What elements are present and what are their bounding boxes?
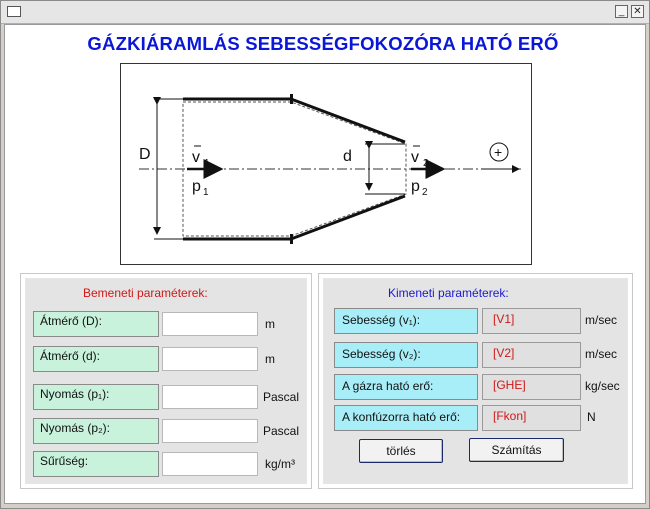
- window-icon[interactable]: [7, 6, 21, 17]
- diameter-D-label: Átmérő (D):: [33, 311, 159, 337]
- input-panel: [20, 273, 312, 489]
- label-v2-sub: 2: [423, 158, 429, 169]
- input-panel-title: Bemeneti paraméterek:: [83, 286, 208, 300]
- confuser-force-value: [Fkon]: [482, 405, 581, 431]
- diameter-D-input[interactable]: [162, 312, 258, 336]
- diameter-d-label: Átmérő (d):: [33, 346, 159, 372]
- title-bar: [1, 1, 649, 24]
- pressure-p2-unit: Pascal: [263, 424, 300, 438]
- label-p1-sub: 1: [203, 187, 209, 198]
- label-p2: p: [411, 178, 420, 195]
- diameter-D-unit: m: [265, 317, 275, 331]
- confuser-diagram: [120, 63, 532, 265]
- gas-force-label: A gázra ható erő:: [334, 374, 478, 400]
- confuser-force-label: A konfúzorra ható erő:: [334, 405, 478, 431]
- label-D: D: [139, 146, 151, 163]
- velocity-v2-unit: m/sec: [585, 347, 618, 361]
- velocity-v1-unit: m/sec: [585, 313, 618, 327]
- density-unit: kg/m³: [265, 457, 295, 471]
- gas-force-unit: kg/sec: [585, 379, 620, 393]
- output-panel-title: Kimeneti paraméterek:: [388, 286, 509, 300]
- label-v2: v: [411, 149, 419, 166]
- minimize-button[interactable]: _: [615, 5, 628, 18]
- density-input[interactable]: [162, 452, 258, 476]
- diagram-drawing: [121, 64, 531, 264]
- pressure-p1-input[interactable]: [162, 385, 258, 409]
- label-p1: p: [192, 178, 201, 195]
- density-label: Sűrűség:: [33, 451, 159, 477]
- calculate-button[interactable]: Számítás: [469, 438, 564, 462]
- close-button[interactable]: ✕: [631, 5, 644, 18]
- label-p2-sub: 2: [422, 187, 428, 198]
- pressure-p2-label: Nyomás (p₂):: [33, 418, 159, 444]
- page-title: GÁZKIÁRAMLÁS SEBESSÉGFOKOZÓRA HATÓ ERŐ: [87, 33, 559, 54]
- output-panel: [318, 273, 633, 489]
- confuser-force-unit: N: [587, 410, 596, 424]
- clear-button[interactable]: törlés: [359, 439, 443, 463]
- label-v1: v: [192, 149, 200, 166]
- diameter-d-input[interactable]: [162, 347, 258, 371]
- velocity-v2-value: [V2]: [482, 342, 581, 368]
- pressure-p2-input[interactable]: [162, 419, 258, 443]
- velocity-v1-value: [V1]: [482, 308, 581, 334]
- diameter-d-unit: m: [265, 352, 275, 366]
- label-d: d: [343, 148, 352, 165]
- velocity-v2-label: Sebesség (v₂):: [334, 342, 478, 368]
- velocity-v1-label: Sebesség (v₁):: [334, 308, 478, 334]
- pressure-p1-unit: Pascal: [263, 390, 300, 404]
- client-area: [4, 24, 646, 504]
- plus-icon: +: [494, 144, 503, 160]
- pressure-p1-label: Nyomás (p₁):: [33, 384, 159, 410]
- label-v1-sub: 1: [204, 158, 210, 169]
- gas-force-value: [GHE]: [482, 374, 581, 400]
